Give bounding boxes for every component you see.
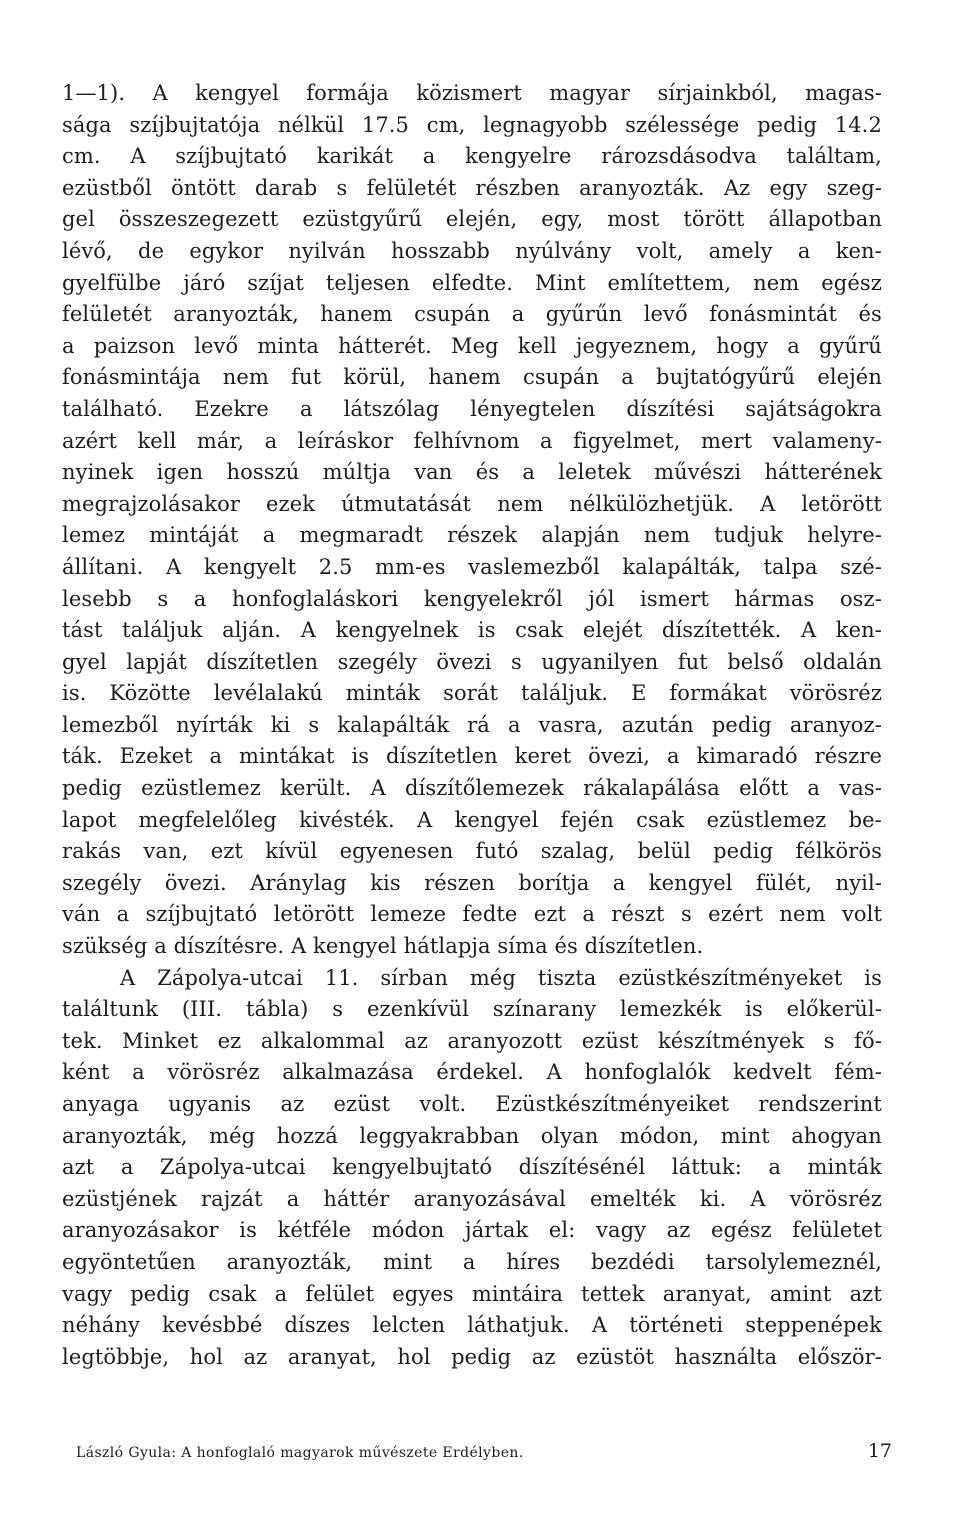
text-line: szegély övezi. Aránylag kis részen borítja a kengyel fülét, nyil-	[62, 870, 882, 895]
text-line: cm. A szíjbujtató karikát a kengyelre rározsdásodva találtam,	[62, 144, 882, 169]
text-line: 1—1). A kengyel formája közismert magyar sírjainkból, magas-	[62, 81, 882, 105]
page-footer	[76, 1440, 892, 1462]
text-line: gyelfülbe járó szíjat teljesen elfedte. Mint említettem, nem egész	[62, 270, 882, 295]
text-line: felületét aranyozták, hanem csupán a gyűrűn levő fonásmintát és	[62, 302, 882, 327]
text-line: rakás van, ezt kívül egyenesen futó szalag, belül pedig félkörös	[62, 839, 882, 864]
text-line: szükség a díszítésre. A kengyel hátlapja síma és díszítetlen.	[62, 934, 704, 959]
footer-citation: László Gyula: A honfoglaló magyarok művészete Erdélyben.	[76, 1445, 524, 1461]
text-line: azért kell már, a leíráskor felhívnom a figyelmet, mert valameny-	[62, 428, 882, 453]
text-line: ván a szíjbujtató letörött lemeze fedte ezt a részt s ezért nem volt	[62, 902, 882, 927]
text-line: tek. Minket ez alkalommal az aranyozott ezüst készítmények s fő-	[62, 1028, 882, 1053]
text-line: pedig ezüstlemez került. A díszítőlemezek rákalapálása előtt a vas-	[62, 776, 882, 801]
page-number: 17	[867, 1440, 892, 1462]
text-line: lesebb s a honfoglaláskori kengyelekről jól ismert hármas osz-	[62, 586, 882, 611]
text-line: lemez mintáját a megmaradt részek alapján nem tudjuk helyre-	[62, 523, 882, 548]
text-line: megrajzolásakor ezek útmutatását nem nélkülözhetjük. A letörött	[62, 491, 882, 516]
text-line: ezüstből öntött darab s felületét részben aranyozták. Az egy szeg-	[62, 175, 882, 200]
text-line: lévő, de egykor nyilván hosszabb nyúlvány volt, amely a ken-	[62, 238, 882, 263]
text-line: ezüstjének rajzát a háttér aranyozásával emelték ki. A vörösréz	[62, 1186, 882, 1211]
text-line: egyöntetűen aranyozták, mint a híres bezdédi tarsolylemeznél,	[62, 1249, 882, 1274]
text-line: gyel lapját díszítetlen szegély övezi s ugyanilyen fut belső oldalán	[62, 649, 882, 674]
text-line: anyaga ugyanis az ezüst volt. Ezüstkészítményeiket rendszerint	[62, 1092, 882, 1116]
text-line: sága szíjbujtatója nélkül 17.5 cm, legnagyobb szélessége pedig 14.2	[62, 112, 882, 137]
body-text	[62, 78, 882, 1373]
text-line: aranyozták, még hozzá leggyakrabban olyan módon, mint ahogyan	[62, 1123, 882, 1148]
text-line: néhány kevésbbé díszes lelcten láthatjuk. A történeti steppenépek	[62, 1313, 882, 1338]
text-line: nyinek igen hosszú múltja van és a leletek művészi hátterének	[62, 460, 882, 485]
text-line: ták. Ezeket a mintákat is díszítetlen keret övezi, a kimaradó részre	[62, 744, 882, 769]
text-line: ként a vörösréz alkalmazása érdekel. A honfoglalók kedvelt fém-	[62, 1060, 882, 1085]
text-line: aranyozásakor is kétféle módon jártak el: vagy az egész felületet	[62, 1218, 882, 1243]
text-line: tást találjuk alján. A kengyelnek is csak elejét díszítették. A ken-	[62, 618, 882, 643]
text-line: is. Közötte levélalakú minták sorát találjuk. E formákat vörösréz	[62, 681, 882, 706]
text-line: legtöbbje, hol az aranyat, hol pedig az ezüstöt használta először-	[62, 1344, 882, 1369]
text-line: gel összeszegezett ezüstgyűrű elején, egy, most törött állapotban	[62, 207, 882, 232]
text-line: lapot megfelelőleg kivésték. A kengyel fején csak ezüstlemez be-	[62, 807, 882, 832]
text-line: azt a Zápolya-utcai kengyelbujtató díszítésénél láttuk: a minták	[62, 1155, 882, 1180]
text-line: vagy pedig csak a felület egyes mintáira tettek aranyat, amint azt	[62, 1281, 882, 1306]
text-line: található. Ezekre a látszólag lényegtelen díszítési sajátságokra	[62, 396, 882, 421]
text-line: fonásmintája nem fut körül, hanem csupán a bujtatógyűrű elején	[62, 365, 882, 390]
text-line: A Zápolya-utcai 11. sírban még tiszta ezüstkészítményeket is	[120, 965, 882, 990]
text-line: állítani. A kengyelt 2.5 mm-es vaslemezből kalapálták, talpa szé-	[62, 554, 882, 579]
text-line: lemezből nyírták ki s kalapálták rá a vasra, azután pedig aranyoz-	[62, 712, 882, 737]
text-line: a paizson levő minta hátterét. Meg kell jegyeznem, hogy a gyűrű	[62, 333, 882, 358]
text-line: találtunk (III. tábla) s ezenkívül színarany lemezkék is előkerül-	[62, 997, 882, 1022]
